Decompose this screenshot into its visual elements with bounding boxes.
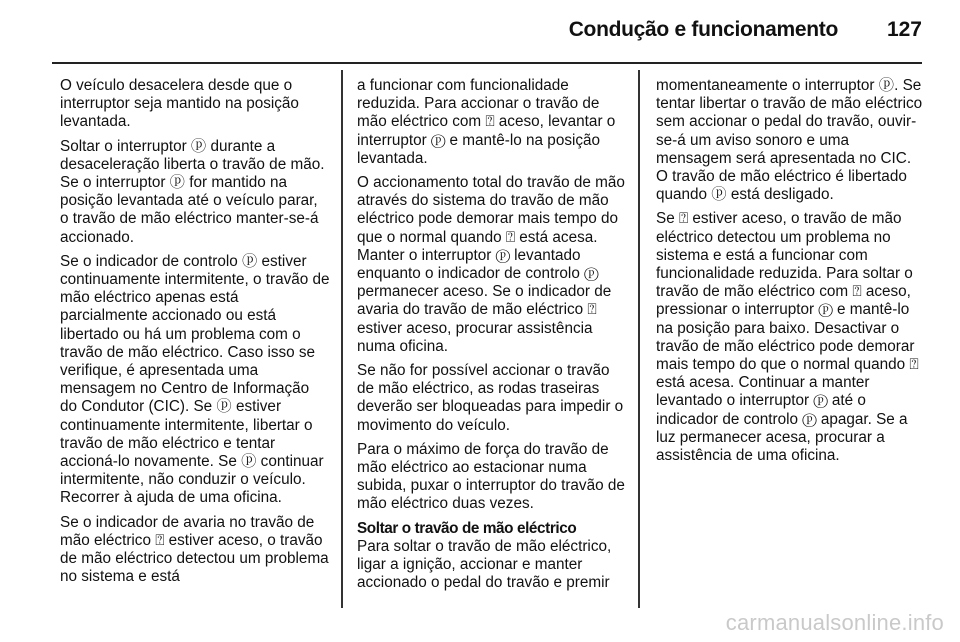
page-number: 127 (886, 18, 922, 41)
text-column-3 (656, 77, 926, 471)
paragraph: Soltar o interruptor ⓟ durante a desaceleração liberta o travão de mão. Se o interruptor ⓟ for mantido na posição levantada até o veículo parar, o travão de mão eléctrico manter-se-á accionado. (60, 137, 325, 246)
paragraph: Para soltar o travão de mão eléctrico, ligar a ignição, accionar e manter accionado o pedal do travão e premir (357, 537, 612, 592)
paragraph: Se o indicador de controlo ⓟ estiver continuamente intermitente, o travão de mão eléctrico apenas está parcialmente accionado ou está libertado ou há um problema com o travão de mão eléctrico. Caso isso se verifique, é apresentada uma mensagem no Centro de Informação do Condutor (CIC). Se ⓟ estiver continuamente intermitente, libertar o travão de mão eléctrico e tentar accioná-lo novamente. Se ⓟ continuar intermitente, não conduzir o veículo. Recorrer à ajuda de uma oficina. (60, 252, 330, 507)
paragraph: Se o indicador de avaria no travão de mão eléctrico ⍰ estiver aceso, o travão de mão eléctrico detectou um problema no sistema e está (60, 513, 329, 586)
paragraph: Se não for possível accionar o travão de mão eléctrico, as rodas traseiras deverão ser bloqueadas para impedir o movimento do veículo. (357, 362, 624, 434)
section-heading: Soltar o travão de mão eléctrico (357, 519, 577, 537)
paragraph: momentaneamente o interruptor ⓟ. Se tentar libertar o travão de mão eléctrico sem accionar o pedal do travão, ouvir-se-á um aviso sonoro e uma mensagem será apresentada no CIC. O travão de mão eléctrico é libertado quando ⓟ está desligado. (656, 77, 923, 204)
watermark: carmanualsonline.info (725, 610, 944, 635)
column-divider-1 (341, 70, 343, 608)
text-column-1 (60, 77, 330, 592)
section-title: Condução e funcionamento (568, 18, 838, 41)
paragraph: O accionamento total do travão de mão através do sistema do travão de mão eléctrico pode demorar mais tempo do que o normal quando ⍰ está acesa. Manter o interruptor ⓟ levantado enquanto o indicador de controlo ⓟ permanecer aceso. Se o indicador de avaria do travão de mão eléctrico ⍰ estiver aceso, procurar assistência numa oficina. (357, 174, 625, 355)
text-column-2 (357, 77, 627, 598)
paragraph: O veículo desacelera desde que o interruptor seja mantido na posição levantada. (60, 77, 299, 131)
paragraph: Para o máximo de força do travão de mão eléctrico ao estacionar numa subida, puxar o interruptor do travão de mão eléctrico duas vezes. (357, 440, 625, 513)
column-divider-2 (638, 70, 640, 608)
header-divider (52, 62, 922, 64)
paragraph: a funcionar com funcionalidade reduzida. Para accionar o travão de mão eléctrico com ⍰ aceso, levantar o interruptor ⓟ e mantê-lo na posição levantada. (357, 77, 616, 167)
paragraph: Se ⍰ estiver aceso, o travão de mão eléctrico detectou um problema no sistema e está a funcionar com funcionalidade reduzida. Para soltar o travão de mão eléctrico com ⍰ aceso, pressionar o interruptor ⓟ e mantê-lo na posição para baixo. Desactivar o travão de mão eléctrico pode demorar mais tempo do que o normal quando ⍰ está acesa. Continuar a manter levantado o interruptor ⓟ até o indicador de controlo ⓟ apagar. Se a luz permanecer acesa, procurar a assistência de uma oficina. (656, 210, 919, 465)
